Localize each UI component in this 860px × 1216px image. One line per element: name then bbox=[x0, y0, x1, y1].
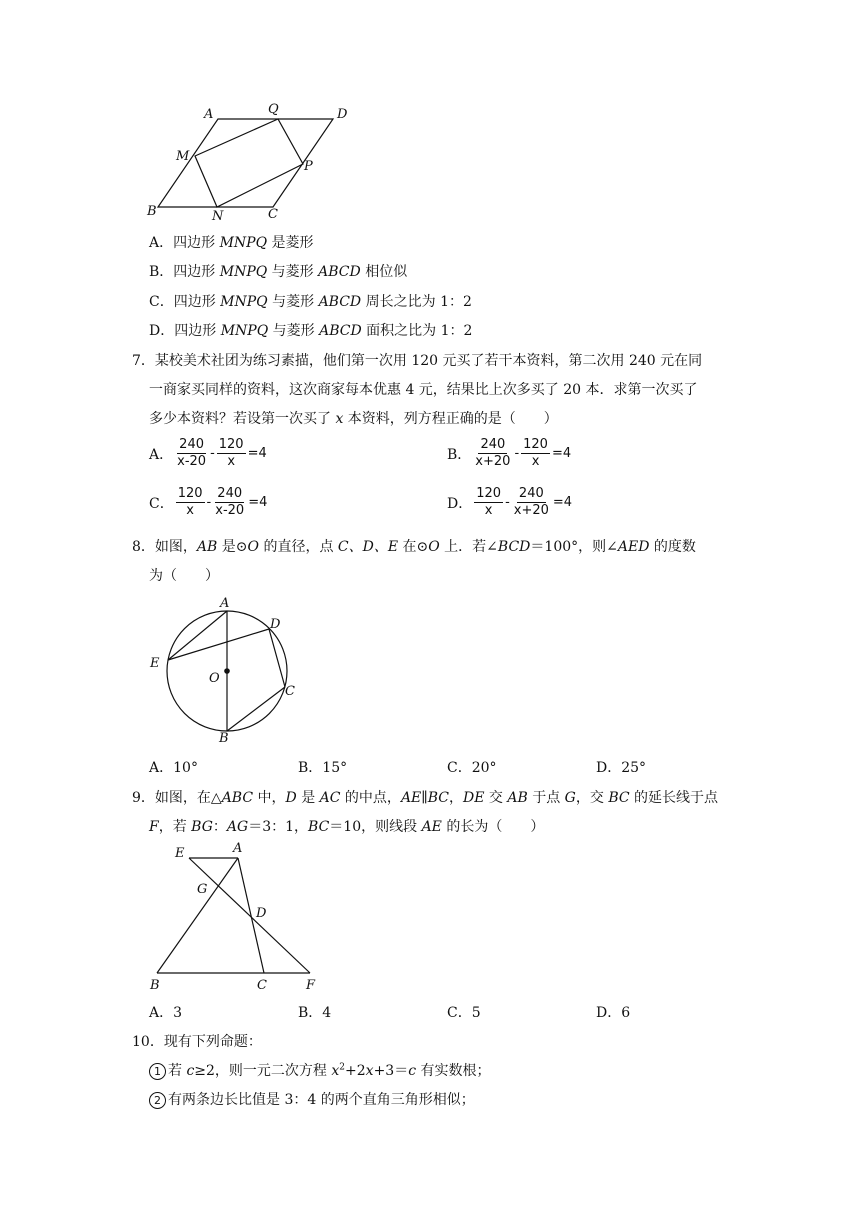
label-B: B bbox=[219, 731, 229, 746]
q7-option-a: A． $\frac{240}{x-20}$ - $\frac{120}{x}$ =4 bbox=[149, 437, 267, 469]
q6-option-d: D．四边形 MNPQ 与菱形 ABCD 面积之比为 1：2 bbox=[149, 323, 473, 339]
q7-option-d: D． $\frac{120}{x}$ - $\frac{240}{x+20}$ =4 bbox=[447, 486, 573, 518]
q7-stem-line3: 多少本资料？若设第一次买了 x 本资料，列方程正确的是（ ） bbox=[149, 411, 558, 427]
chord-ed bbox=[168, 629, 269, 660]
q10-proposition-2: 2 有两条边长比值是 3：4 的两个直角三角形相似； bbox=[149, 1089, 475, 1109]
label-E: E bbox=[150, 656, 160, 671]
q8-stem-line1: 8．如图，AB 是⊙O 的直径，点 C、D、E 在⊙O 上．若∠BCD＝100°，则∠AED 的度数 bbox=[132, 539, 696, 555]
label-B: B bbox=[147, 204, 157, 219]
circled-number-2: 2 bbox=[149, 1092, 166, 1109]
q6-option-c: C．四边形 MNPQ 与菱形 ABCD 周长之比为 1：2 bbox=[149, 294, 472, 310]
label-A: A bbox=[220, 596, 230, 611]
circle-figure bbox=[140, 592, 320, 747]
label-Q: Q bbox=[268, 102, 279, 117]
q7-option-b: B． $\frac{240}{x+20}$ - $\frac{120}{x}$ =4 bbox=[447, 437, 572, 469]
quad-mnpq bbox=[195, 119, 303, 207]
q8-option-d: D．25° bbox=[596, 760, 647, 776]
q9-stem-line1: 9．如图，在△ABC 中，D 是 AC 的中点，AE∥BC，DE 交 AB 于点 G，交 BC 的延长线于点 bbox=[132, 790, 719, 806]
center-point bbox=[224, 668, 230, 674]
q9-option-d: D．6 bbox=[596, 1005, 631, 1021]
label-D: D bbox=[337, 107, 348, 122]
rhombus-figure bbox=[140, 98, 370, 226]
label-P: P bbox=[304, 159, 313, 174]
label-F: F bbox=[306, 978, 316, 993]
label-C: C bbox=[285, 684, 295, 699]
q6-option-b: B．四边形 MNPQ 与菱形 ABCD 相位似 bbox=[149, 264, 408, 280]
label-O: O bbox=[209, 671, 220, 686]
q9-option-c: C．5 bbox=[447, 1005, 481, 1021]
chord-cb bbox=[227, 687, 285, 731]
q7-stem-line2: 一商家买同样的资料，这次商家每本优惠 4 元，结果比上次多买了 20 本．求第一次买了 bbox=[149, 382, 698, 398]
label-B: B bbox=[150, 978, 160, 993]
q7-option-c: C． $\frac{120}{x}$ - $\frac{240}{x-20}$ =4 bbox=[149, 486, 268, 518]
label-N: N bbox=[212, 209, 224, 224]
label-C: C bbox=[268, 207, 278, 222]
triangle-figure bbox=[140, 838, 330, 996]
label-C: C bbox=[257, 978, 267, 993]
q8-option-b: B．15° bbox=[298, 760, 348, 776]
q9-option-a: A．3 bbox=[149, 1005, 183, 1021]
circled-number-1: 1 bbox=[149, 1063, 166, 1080]
label-D: D bbox=[256, 906, 267, 921]
label-G: G bbox=[197, 882, 208, 897]
label-A: A bbox=[204, 107, 214, 122]
q9-option-b: B．4 bbox=[298, 1005, 332, 1021]
q8-option-c: C．20° bbox=[447, 760, 497, 776]
q10-proposition-1: 1 若 c≥2，则一元二次方程 $x^2+2x+3=c$ 有实数根； bbox=[149, 1060, 491, 1080]
q7-stem-line1: 7．某校美术社团为练习素描，他们第一次用 120 元买了若干本资料，第二次用 240 元在同 bbox=[132, 353, 703, 369]
segment-ab bbox=[157, 858, 238, 973]
label-E: E bbox=[175, 846, 185, 861]
q8-option-a: A．10° bbox=[149, 760, 198, 776]
segment-ef bbox=[189, 858, 310, 973]
q9-stem-line2: F，若 BG：AG＝3：1，BC＝10，则线段 AE 的长为（ ） bbox=[149, 819, 545, 835]
q8-stem-line2: 为（ ） bbox=[149, 568, 219, 584]
label-D: D bbox=[270, 617, 281, 632]
q6-option-a: A．四边形 MNPQ 是菱形 bbox=[149, 235, 314, 251]
label-M: M bbox=[176, 149, 190, 164]
q10-intro: 10．现有下列命题： bbox=[132, 1034, 262, 1050]
label-A: A bbox=[233, 841, 243, 856]
